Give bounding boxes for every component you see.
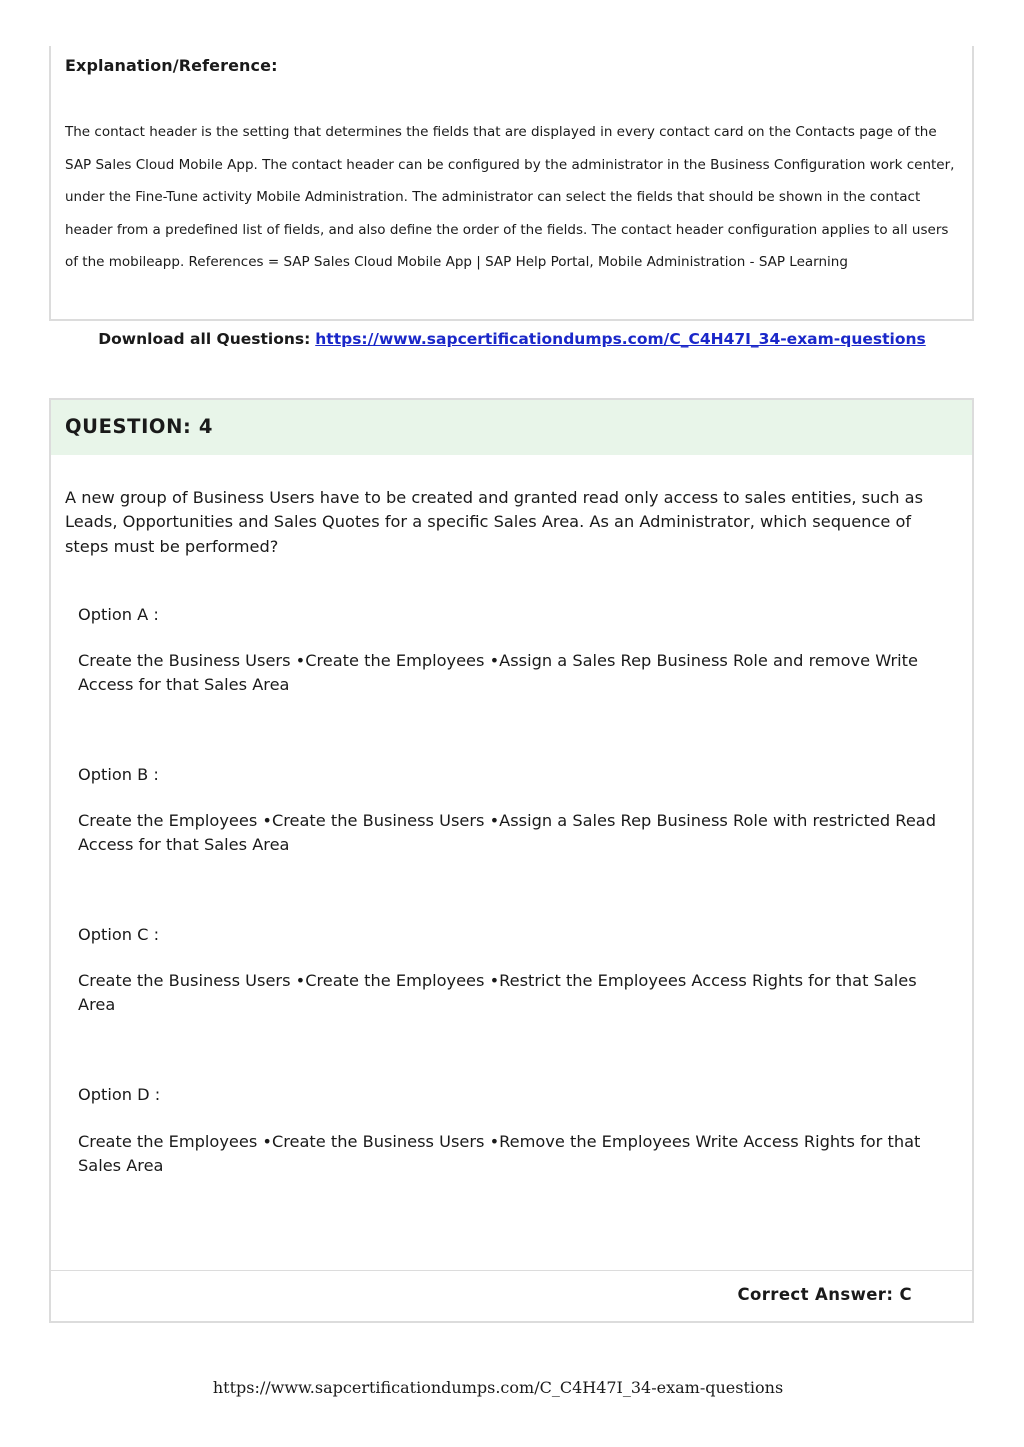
question-header: [51, 400, 972, 455]
footer-url: https://www.sapcertificationdumps.com/C_C4H47I_34-exam-questions: [212, 1378, 784, 1397]
explanation-title: Explanation/Reference:: [65, 56, 278, 75]
question-title: QUESTION: 4: [65, 415, 213, 438]
option-b-label: Option B :: [78, 765, 159, 784]
question-card: [49, 398, 974, 1323]
correct-answer: Correct Answer: C: [737, 1285, 912, 1304]
option-a-label: Option A :: [78, 605, 159, 624]
explanation-box: [49, 46, 974, 321]
option-d-label: Option D :: [78, 1085, 161, 1104]
answer-divider: [51, 1270, 972, 1271]
option-c-label: Option C :: [78, 925, 160, 944]
option-c-text: Create the Business Users •Create the Employees •Restrict the Employees Access Rights for that Sales Area: [78, 971, 917, 1015]
question-text: A new group of Business Users have to be created and granted read only access to sales entities, such as Leads, Opportunities and Sales Quotes for a specific Sales Area. As an Administrator, which sequence of steps must be performed?: [65, 488, 924, 556]
download-line: [0, 330, 1024, 348]
download-label: Download all Questions:: [98, 330, 311, 348]
option-b-text: Create the Employees •Create the Business Users •Assign a Sales Rep Business Role with restricted Read Access for that Sales Area: [78, 811, 936, 855]
download-link[interactable]: https://www.sapcertificationdumps.com/C_C4H47I_34-exam-questions: [315, 330, 926, 348]
option-a-text: Create the Business Users •Create the Employees •Assign a Sales Rep Business Role and remove Write Access for that Sales Area: [78, 651, 918, 695]
explanation-text: The contact header is the setting that determines the fields that are displayed in every contact card on the Contacts page of the SAP Sales Cloud Mobile App. The contact header can be configured by the administrator in the Business Configuration work center, under the Fine-Tune activity Mobile Administration. The administrator can select the fields that should be shown in the contact header from a predefined list of fields, and also define the order of the fields. The contact header configuration applies to all users of the mobileapp. References = SAP Sales Cloud Mobile App | SAP Help Portal, Mobile Administration - SAP Learning: [65, 124, 955, 271]
option-d-text: Create the Employees •Create the Business Users •Remove the Employees Write Access Rights for that Sales Area: [78, 1132, 921, 1176]
